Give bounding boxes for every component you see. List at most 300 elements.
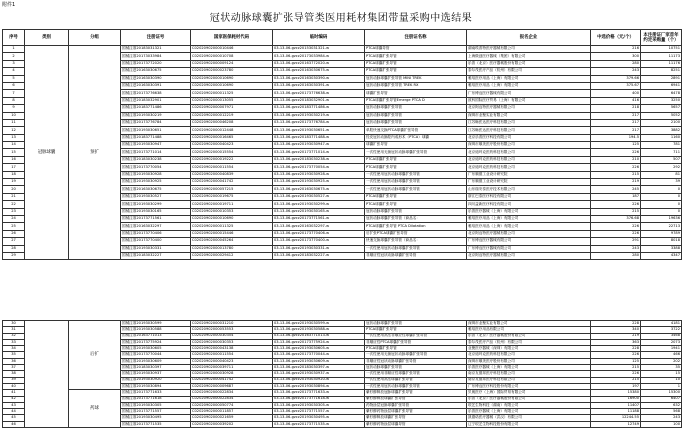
registration-number: 国械注准20173770400 [121,238,191,245]
row-number: 46 [3,421,25,427]
registration-number: 国械注准20173771014 [121,149,191,156]
agreed-volume: 3250 [641,97,682,104]
enterprise-name: 北京迪玛克医药科技有限公司 [467,164,591,171]
col-header-price: 中选价格（元/个） [591,30,641,46]
insurance-code: C02020902000010353 [191,208,273,215]
row-number: 24 [3,215,25,222]
insurance-code: C02020902000029412 [191,252,273,259]
selected-price: 216 [591,46,641,53]
row-number: 12 [3,127,25,134]
product-name: 冠状动脉球囊扩张导管（商品名： [365,215,467,222]
product-name: 一次性使用无菌冠状动脉球囊扩张导管 [365,149,467,156]
temporary-code: 03-13-06-gzcz20183032901-w [273,97,365,104]
row-number: 13 [3,134,25,141]
agreed-volume: 2891 [641,75,682,82]
selected-price: 280 [591,60,641,67]
agreed-volume: 292 [641,164,682,171]
row-number: 23 [3,208,25,215]
product-name: 一次性使用冠状动脉球囊扩张导管 [365,179,467,186]
agreed-volume: 19636 [641,215,682,222]
enterprise-name: 雅培医疗用品（上海）有限公司 [467,223,591,230]
enterprise-name: 辽宁垠艺生物科技股份有限公司 [467,421,591,427]
registration-number: 国械注准20173776638 [121,90,191,97]
enterprise-name: 广东博迈医疗器械有限公司 [467,238,591,245]
registration-number: 国械注准20173771633 [121,390,191,396]
insurance-code: C02020902000010690 [191,82,273,89]
temporary-code: 03-13-06-gzcz20173771618-w [273,396,365,402]
selected-price: 245 [591,186,641,193]
registration-number: 国械注准20193030947 [121,142,191,149]
enterprise-name: 深圳市顺美医疗股份有限公司 [467,358,591,364]
product-name: 紫杉醇药物涂层球囊导管 [365,421,467,427]
temporary-code: 03-13-06-gzcz20173771014-w [273,149,365,156]
temporary-code: 03-13-06-gzcz20183030397-w [273,365,365,371]
temporary-code: 03-13-06-gzcz20173771633-w [273,390,365,396]
table-header-row [3,30,682,46]
row-number: 28 [3,245,25,252]
selected-price: 226 [591,201,641,208]
row-number: 6 [3,82,25,89]
insurance-code: C02020902000041742 [191,179,273,186]
enterprise-name: 贝朗医疗（上海）国际贸易有限公司 [467,390,591,396]
enterprise-name: 北京阿迈特医疗器械有限公司 [467,105,591,112]
selected-price: 376.68 [591,215,641,222]
enterprise-name: 乐普医疗器械（上海）有限公司 [467,208,591,215]
insurance-code: C02020902000013780 [191,245,273,252]
registration-number: 国械注准20173772020 [121,60,191,67]
agreed-volume: 10751 [641,46,682,53]
row-number: 43 [3,402,25,408]
agreed-volume: 100 [641,421,682,427]
agreed-volume: 9789 [641,230,682,237]
selected-price: 11188 [591,409,641,415]
registration-number: 国械注准20163032297 [121,223,191,230]
registration-number: 国械注准20193030605 [121,346,191,352]
product-name: PTCA球囊扩张导管 [365,164,467,171]
row-number: 18 [3,171,25,178]
insurance-code: C02020902000040423 [191,358,273,364]
enterprise-name: 广东顺德工业设计研究院 [467,179,591,186]
registration-number: 国械注准20173771618 [121,396,191,402]
enterprise-name: 雅培医疗用品（上海）有限公司 [467,75,591,82]
selected-price: 217 [591,119,641,126]
enterprise-name: 垠艺生物科技（湖南）有限公司 [467,402,591,408]
temporary-code: 03-13-06-gzcz20173770054-w [273,164,365,171]
selected-price: 215 [591,208,641,215]
registration-number: 国械注准20183771486 [121,105,191,112]
agreed-volume: 2100 [641,119,682,126]
temporary-code: 03-13-06-gzcz20193030605-w [273,346,365,352]
insurance-code: C02020902000011857 [191,409,273,415]
col-header-category: 类别 [25,30,69,46]
registration-number: 国械注准20183771488 [121,134,191,141]
agreed-volume: 1160 [641,134,682,141]
insurance-code: C02020902000007971 [191,105,273,112]
insurance-code: C02020902000015554 [191,149,273,156]
selected-price: 219 [591,179,641,186]
product-name: 非顺应性冠状动脉球囊扩张导管 [365,252,467,259]
selected-price: 125 [591,358,641,364]
insurance-code: C02020902000012448 [191,127,273,134]
temporary-code: 03-13-06-gzcz20183030238-w [273,156,365,163]
product-name: PTCA球囊扩张导管 PTCA Dilatation [365,223,467,230]
insurance-code: C02020902000057215 [191,186,273,193]
selected-price: 219 [591,333,641,339]
selected-price: 340 [591,327,641,333]
product-name: PTCA球囊扩张导管 [365,346,467,352]
agreed-volume: 8018 [641,238,682,245]
product-name: 一次性使用非顺应性球囊扩张导管 [365,371,467,377]
temporary-code: 03-13-06-gzcz20193030947-w [273,142,365,149]
insurance-code: C02020902000019222 [191,156,273,163]
insurance-code: C02020902000013055 [191,97,273,104]
selected-price: 15380 [591,390,641,396]
temporary-code: 03-13-06-gzcz20173771561-w [273,215,365,222]
temporary-code: 03-13-06-gzcz20193030920-w [273,377,365,383]
product-name: 非顺应性PTCA球囊扩张导管 [365,339,467,345]
row-number: 41 [3,390,25,396]
enterprise-name: 深圳市顺美医疗股份有限公司 [467,142,591,149]
table-row [3,46,682,53]
registration-number: 国械注准20193030609 [121,358,191,364]
agreed-volume: 11173 [641,53,682,60]
enterprise-name: 四川益新医疗科技有限公司 [467,201,591,208]
temporary-code: 03-13-06-gzcz20183032227-w [273,252,365,259]
product-name: 紫杉醇释放球囊扩张导管 [365,396,467,402]
temporary-code: 03-13-06-gzcz20173775924-w [273,339,365,345]
temporary-code: 03-13-06-gzcz20193030609-w [273,358,365,364]
temporary-code: 03-13-06-gzcz20173033984-w [273,53,365,60]
agreed-volume: 10 [641,377,682,383]
temporary-code: 03-13-06-gzcz20193030305-w [273,402,365,408]
product-name: 一次性使用冠状动脉球囊扩张导管 [365,171,467,178]
product-name: 紫杉醇释放球囊扩张导管 [365,415,467,421]
registration-number: 国械注准20193030527 [121,193,191,200]
row-number: 10 [3,112,25,119]
row-number: 14 [3,142,25,149]
agreed-volume: 81 [641,171,682,178]
row-number: 19 [3,179,25,186]
insurance-code: C02020902000046208 [191,119,273,126]
col-header-no: 序号 [3,30,25,46]
agreed-volume: 35 [641,365,682,371]
product-name: 冠状动脉球囊扩张导管 [365,119,467,126]
insurance-code: C02020902000039711 [191,365,273,371]
selected-price: 16900 [591,396,641,402]
product-name: 一次性使用高压非顺应性球囊扩张导管 [365,333,467,339]
enterprise-name: 广东博迈医疗器械有限公司 [467,90,591,97]
product-name: 冠状动脉球囊扩张导管 MINI TREK [365,75,467,82]
agreed-volume: 568 [641,409,682,415]
row-number: 15 [3,149,25,156]
agreed-volume: 6478 [641,90,682,97]
enterprise-name: 雅培医疗用品（上海）有限公司 [467,82,591,89]
selected-price: 215 [591,365,641,371]
agreed-volume: 8251 [641,68,682,75]
enterprise-name: 泰尔茂医疗产品（杭州）有限公司 [467,339,591,345]
registration-number: 国械注准20163030675 [121,186,191,193]
agreed-volume: 3468 [641,333,682,339]
product-name: PTCA球囊扩张导管 [365,327,467,333]
selected-price: 228 [591,346,641,352]
temporary-code: 03-13-06-gzcz20193030894-w [273,383,365,389]
product-name: 非顺应性冠状动脉球囊扩张导管 [365,358,467,364]
results-table-continued [2,320,682,428]
insurance-code: C02020902000011325 [191,223,273,230]
insurance-code: C02020902000039202 [191,421,273,427]
agreed-volume: 0 [641,201,682,208]
row-number: 17 [3,164,25,171]
row-number: 5 [3,75,25,82]
agreed-volume: 0 [641,193,682,200]
agreed-volume: 4181 [641,321,682,327]
enterprise-name: 广东博迈医疗器械有限公司 [467,245,591,252]
temporary-code: 03-13-06-gzcz20163030391-w [273,82,365,89]
agreed-volume: 1941 [641,346,682,352]
selected-price: 375.67 [591,82,641,89]
row-number: 33 [3,339,25,345]
enterprise-name: 北京阿迈特医疗器械有限公司 [467,252,591,259]
temporary-code: 03-13-06-gzcz20183771488-w [273,134,365,141]
enterprise-name: 广东顺德工业设计研究院 [467,171,591,178]
attachment-label: 附件1 [2,2,16,8]
product-name: 球囊扩张导管 [365,142,467,149]
insurance-code: C02020902000040423 [191,142,273,149]
agreed-volume: 0 [641,208,682,215]
product-name: PTCA球囊扩张导管 [365,193,467,200]
registration-number: 国械注准20193030937 [121,371,191,377]
registration-number: 国械注准20193030299 [121,201,191,208]
enterprise-name: 泰尔茂医疗产品（杭州）有限公司 [467,68,591,75]
row-number: 45 [3,415,25,421]
temporary-code: 03-13-06-gzcz20193030331-w [273,245,365,252]
registration-number: 国械注进20163030675 [121,68,191,75]
registration-number: 国械注准20173770044 [121,352,191,358]
agreed-volume: 0 [641,186,682,193]
group-cell: 药球 [69,390,121,428]
insurance-code: C02020902000045264 [191,238,273,245]
selected-price: 226 [591,164,641,171]
product-name: PTCA球囊扩张导管 [365,201,467,208]
enterprise-name: 江苏畅医达医疗科技有限公司 [467,119,591,126]
enterprise-name: 山东瑞安泰医疗技术有限公司 [467,186,591,193]
group-cell: 预扩 [69,46,121,260]
temporary-code: 03-13-06-gzcz20193030928-w [273,171,365,178]
enterprise-name: 乐普（北京）医疗器械股份有限公司 [467,60,591,67]
enterprise-name: 雅培医疗用品（上海）有限公司 [467,215,591,222]
registration-number: 国械注准20183032227 [121,252,191,259]
selected-price: 125 [591,142,641,149]
temporary-code: 03-13-06-gzcz20153031321-w [273,46,365,53]
row-number: 1 [3,46,25,53]
insurance-code: C02020902000011325 [191,90,273,97]
selected-price: 400 [591,90,641,97]
product-name: 一次性使用冠状动脉球囊扩张导管 [365,245,467,252]
product-name: 一次性使用高压球囊扩张导管 [365,377,467,383]
insurance-code: C02020902000010708 [191,53,273,60]
row-number: 21 [3,193,25,200]
insurance-code: C02020902000022834 [191,390,273,396]
insurance-code: C02020902000031210 [191,321,273,327]
row-number: 42 [3,396,25,402]
row-number: 25 [3,223,25,230]
enterprise-name: 深圳市业聚实业有限公司 [467,321,591,327]
selected-price: 243 [591,68,641,75]
product-name: 冠状动脉球囊扩张导管 [365,321,467,327]
temporary-code: 03-13-06-gzcz20193030219-w [273,112,365,119]
insurance-code: C02020902000030928 [191,371,273,377]
selected-price: 300 [591,53,641,60]
product-name: 单腔快速交换PTCA球囊扩张导管 [365,127,467,134]
row-number: 38 [3,371,25,377]
row-number: 44 [3,409,25,415]
agreed-volume: 632 [641,402,682,408]
insurance-code: C02020902000011554 [191,352,273,358]
row-number: 36 [3,358,25,364]
registration-number: 国械注准20193030920 [121,377,191,383]
enterprise-name: 雅培医疗用品有限公司 [467,327,591,333]
selected-price: 218 [591,105,641,112]
selected-price: 217 [591,112,641,119]
temporary-code: 03-13-06-gzcz20163030675-w [273,68,365,75]
registration-number: 国械注准20173776784 [121,119,191,126]
row-number: 7 [3,90,25,97]
temporary-code: 03-13-06-gzcz20173776784-w [273,119,365,126]
temporary-code: 03-13-06-gzcz20193030165-w [273,208,365,215]
insurance-code: C02020902000043138 [191,346,273,352]
enterprise-name: 南京友德邦医疗科技有限公司 [467,377,591,383]
enterprise-name: 北京阿迈特医疗器械有限公司 [467,230,591,237]
col-header-reg: 注册证号 [121,30,191,46]
enterprise-name: 广东博迈医疗科技股份有限公司 [467,383,591,389]
row-number: 35 [3,352,25,358]
row-number: 29 [3,252,25,259]
product-name: 药物涂层冠脉球囊扩张导管 [365,402,467,408]
row-number: 16 [3,156,25,163]
agreed-volume: 202 [641,358,682,364]
product-name: 冠状动脉球囊扩张导管 TREK RX [365,82,467,89]
registration-number: 国械注准20193030588 [121,327,191,333]
insurance-code: C02020902000021659 [191,415,273,421]
insurance-code: C02020902000009687 [191,383,273,389]
insurance-code: C02020902000012219 [191,112,273,119]
enterprise-name: 乐普（北京）医疗器械股份有限公司 [467,396,591,402]
col-header-group: 分组 [69,30,121,46]
enterprise-name: 波科国际医疗贸易（上海）有限公司 [467,97,591,104]
product-name: 球囊扩张导管 [365,90,467,97]
agreed-volume: 4347 [641,252,682,259]
insurance-code: C02020902000053553 [191,327,273,333]
registration-number: 国械注准20173771557 [121,409,191,415]
registration-number: 国械注准20173771535 [121,421,191,427]
product-name: 经皮冠状动脉腔内成形术（PTCA）球囊 [365,134,467,141]
row-number: 8 [3,97,25,104]
agreed-volume: 6407 [641,396,682,402]
registration-number: 国械注准20173771561 [121,215,191,222]
row-number: 3 [3,60,25,67]
registration-number: 国械注准20173775924 [121,339,191,345]
agreed-volume: 5052 [641,112,682,119]
registration-number: 国械注进20183032901 [121,97,191,104]
enterprise-name: 乐普（北京）医疗器械股份有限公司 [467,333,591,339]
product-name: PTCA球囊扩张导管 [365,60,467,67]
temporary-code: 03-13-06-gzcz20163032297-w [273,223,365,230]
agreed-volume: 781 [641,142,682,149]
enterprise-name: 业聚医疗器械（深圳）有限公司 [467,346,591,352]
row-number: 22 [3,201,25,208]
product-name: 冠状动脉球囊扩张导管 [365,208,467,215]
product-name: 冠状动脉球囊扩张导管 [365,112,467,119]
selected-price: 12749 [591,421,641,427]
agreed-volume: 39 [641,179,682,186]
category-cell [25,321,69,428]
insurance-code: C02020902000050774 [191,402,273,408]
insurance-code: C02020902000041742 [191,377,273,383]
selected-price: 217 [591,127,641,134]
row-number: 26 [3,230,25,237]
product-name: 冠状动脉球囊扩张导管 [365,105,467,112]
agreed-volume: 3722 [641,327,682,333]
enterprise-name: 江苏畅医达医疗科技有限公司 [467,127,591,134]
temporary-code: 03-13-06-gzcz20193030299-w [273,201,365,208]
agreed-volume: 5657 [641,105,682,112]
product-name: 紫杉醇释放冠脉球囊扩张导管 [365,390,467,396]
enterprise-name: 上海微创医疗器械（集团）有限公司 [467,53,591,60]
insurance-code: C02020902000030354 [191,333,273,339]
temporary-code: 03-13-06-gzcz20173771535-w [273,421,365,427]
temporary-code: 03-13-06-gzcz20193030925-w [273,179,365,186]
product-name: PTCA球囊扩张导管 [365,68,467,75]
registration-number: 国械注准20193030894 [121,383,191,389]
selected-price: 228 [591,321,641,327]
selected-price: 226 [591,352,641,358]
temporary-code: 03-13-06-gzcz20193030651-w [273,127,365,134]
enterprise-name: 北京迪玛克医药科技有限公司 [467,149,591,156]
agreed-volume: 507 [641,156,682,163]
registration-number: 国械注进20163030391 [121,82,191,89]
agreed-volume: 15300 [641,390,682,396]
agreed-volume: 466 [641,352,682,358]
temporary-code: 03-13-06-gzcz20173770044-w [273,352,365,358]
registration-number: 国械注准20193030928 [121,171,191,178]
selected-price: 291 [591,238,641,245]
agreed-volume: 15 [641,371,682,377]
row-number: 2 [3,53,25,60]
row-number: 31 [3,327,25,333]
product-name: 冠状动脉球囊扩张导管 [365,365,467,371]
col-header-name: 注册证名称 [365,30,467,46]
registration-number: 国械注准20193030331 [121,245,191,252]
product-name: 一次性使用冠状动脉球囊扩张导管 [365,186,467,193]
temporary-code: 03-13-06-gzcz20173770400-w [273,238,365,245]
product-name: 紫杉醇药物涂层球囊扩张导管 [365,409,467,415]
temporary-code: 03-13-06-gzcz20193030937-w [273,371,365,377]
col-header-volume: 本注册证厂家首年约定采购量（个） [641,30,682,46]
row-number: 34 [3,346,25,352]
selected-price: 226 [591,230,641,237]
insurance-code: C02020902000010446 [191,46,273,53]
product-name: PTCA球囊扩张导管 [365,156,467,163]
enterprise-name: 浙江巴泰医疗科技有限公司 [467,193,591,200]
agreed-volume: 2073 [641,339,682,345]
product-name: 快速交换球囊扩张导管（商品名： [365,238,467,245]
col-header-temp: 临时编码 [273,30,365,46]
row-number: 20 [3,186,25,193]
registration-number: 国械注准20173770054 [121,164,191,171]
temporary-code: 03-13-06-gzcz20193030495-w [273,415,365,421]
insurance-code: C02020902000009124 [191,60,273,67]
registration-number: 国械注准20193030219 [121,112,191,119]
